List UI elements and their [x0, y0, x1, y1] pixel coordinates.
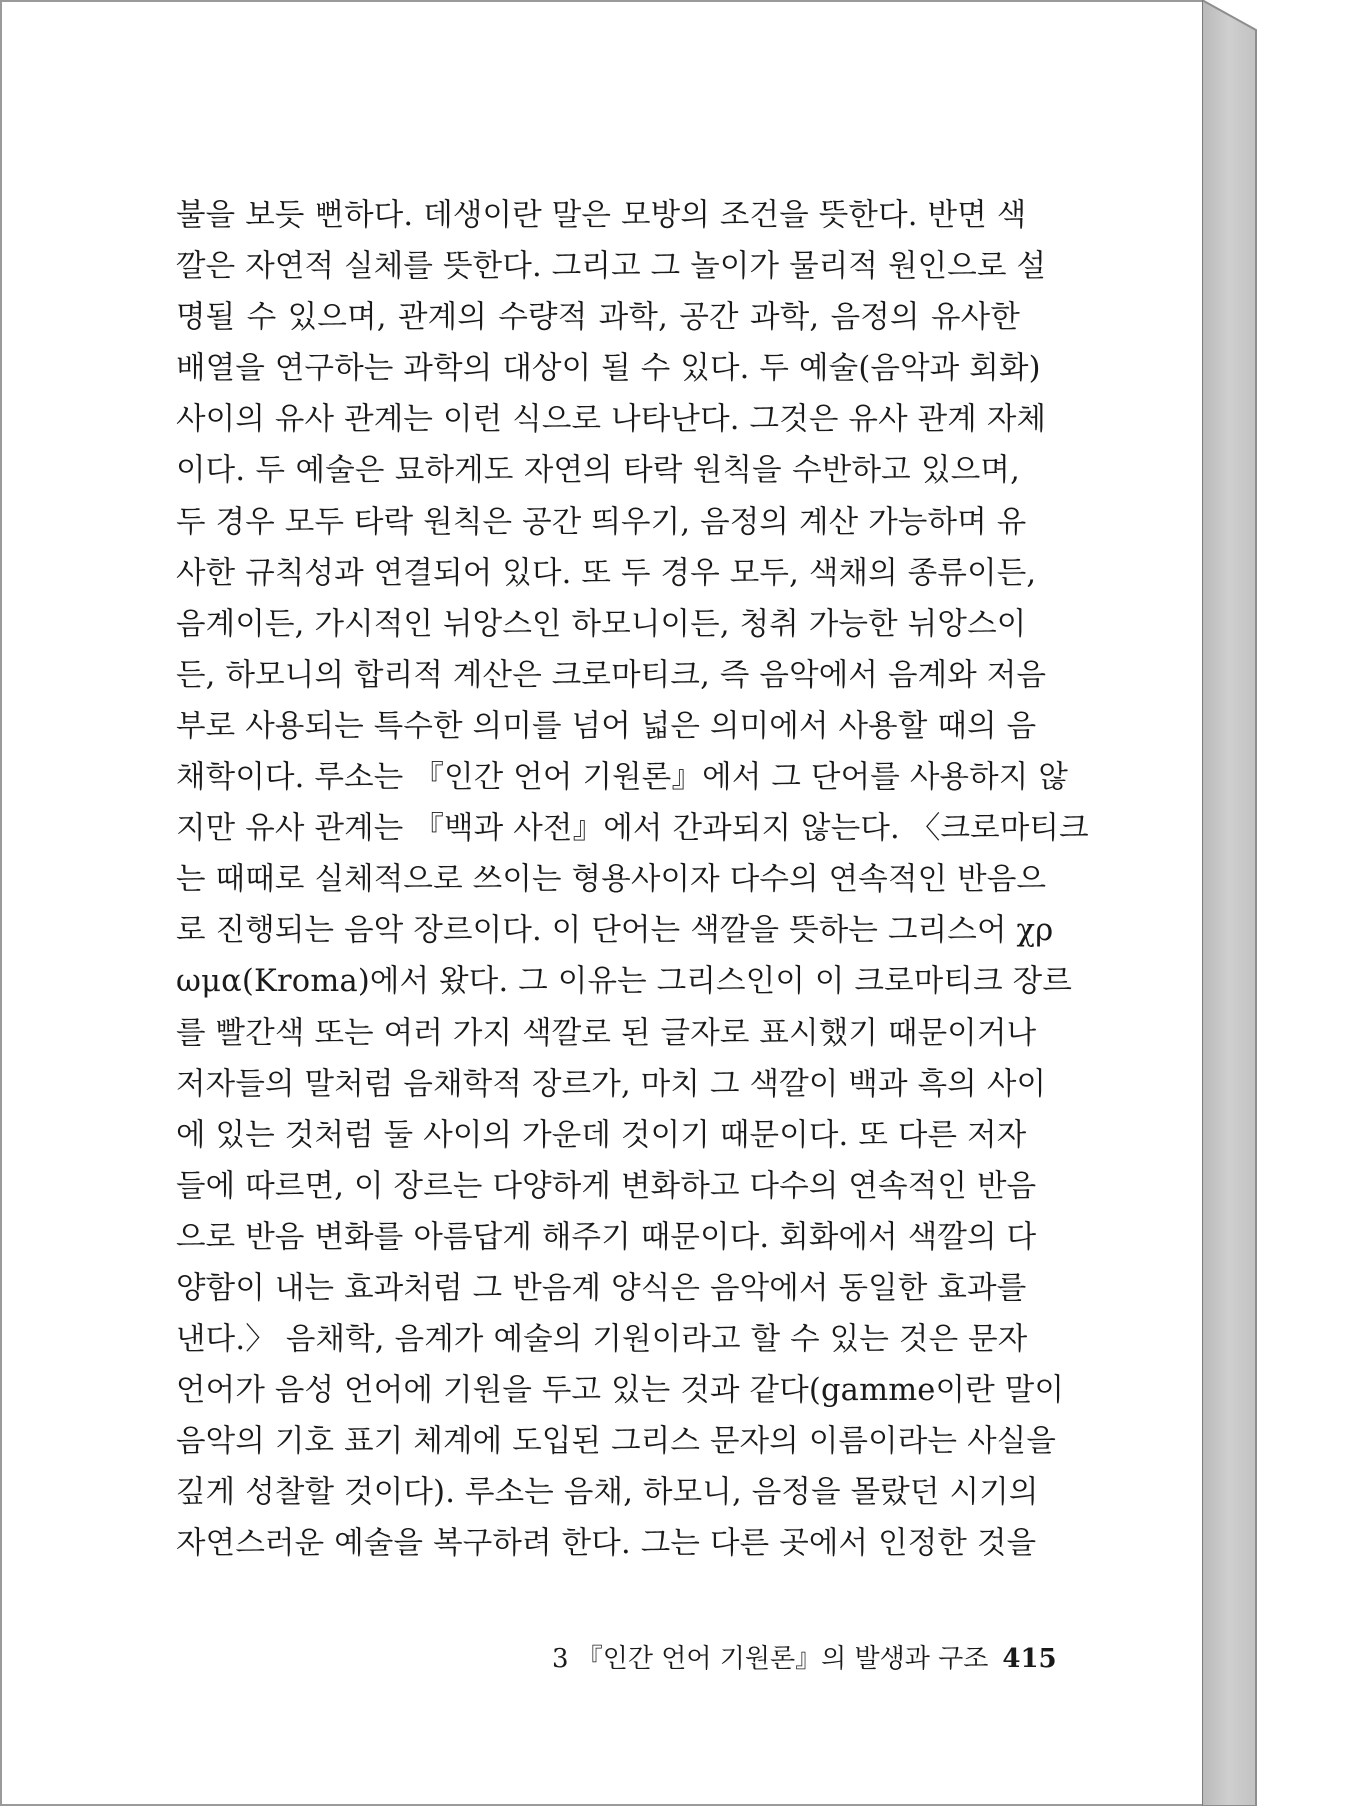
text-line: 으로 반음 변화를 아름답게 해주기 때문이다. 회화에서 색깔의 다	[176, 1219, 1037, 1255]
text-line: 음계이든, 가시적인 뉘앙스인 하모니이든, 청취 가능한 뉘앙스이	[176, 606, 1027, 642]
text-line: 이다. 두 예술은 묘하게도 자연의 타락 원칙을 수반하고 있으며,	[176, 453, 1020, 489]
text-line: 로 진행되는 음악 장르이다. 이 단어는 색깔을 뜻하는 그리스어 χρ	[176, 913, 1054, 949]
text-line: 든, 하모니의 합리적 계산은 크로마티크, 즉 음악에서 음계와 저음	[176, 657, 1047, 693]
text-line: 자연스러운 예술을 복구하려 한다. 그는 다른 곳에서 인정한 것을	[176, 1526, 1037, 1562]
text-line: 음악의 기호 표기 체계에 도입된 그리스 문자의 이름이라는 사실을	[176, 1424, 1057, 1460]
text-line: 배열을 연구하는 과학의 대상이 될 수 있다. 두 예술(음악과 회화)	[176, 351, 1041, 387]
text-line: 두 경우 모두 타락 원칙은 공간 띄우기, 음정의 계산 가능하며 유	[176, 504, 1027, 540]
text-line: 지만 유사 관계는 『백과 사전』에서 간과되지 않는다. 〈크로마티크	[176, 811, 1089, 847]
body-text	[176, 190, 1089, 1570]
page-number: 415	[1002, 1644, 1057, 1674]
text-line: 불을 보듯 뻔하다. 데생이란 말은 모방의 조건을 뜻한다. 반면 색	[176, 198, 1027, 233]
running-head: 3 『인간 언어 기원론』의 발생과 구조	[552, 1644, 989, 1674]
text-line: 를 빨간색 또는 여러 가지 색깔로 된 글자로 표시했기 때문이거나	[176, 1015, 1037, 1051]
text-line: 낸다.〉 음채학, 음계가 예술의 기원이라고 할 수 있는 것은 문자	[176, 1322, 1028, 1358]
text-line: 사한 규칙성과 연결되어 있다. 또 두 경우 모두, 색채의 종류이든,	[176, 555, 1037, 591]
text-line: 깊게 성찰할 것이다). 루소는 음채, 하모니, 음정을 몰랐던 시기의	[176, 1475, 1039, 1511]
text-line: 양함이 내는 효과처럼 그 반음계 양식은 음악에서 동일한 효과를	[176, 1270, 1027, 1306]
text-line: 명될 수 있으며, 관계의 수량적 과학, 공간 과학, 음정의 유사한	[176, 300, 1020, 336]
text-line: 언어가 음성 언어에 기원을 두고 있는 것과 같다(gamme이란 말이	[176, 1373, 1065, 1409]
text-line: 사이의 유사 관계는 이런 식으로 나타난다. 그것은 유사 관계 자체	[176, 402, 1047, 438]
page-footer	[552, 1638, 1057, 1675]
text-line: 부로 사용되는 특수한 의미를 넘어 넓은 의미에서 사용할 때의 음	[176, 708, 1037, 744]
text-line: 들에 따르면, 이 장르는 다양하게 변화하고 다수의 연속적인 반음	[176, 1168, 1037, 1204]
text-line: 는 때때로 실체적으로 쓰이는 형용사이자 다수의 연속적인 반음으	[176, 862, 1047, 898]
text-line: 저자들의 말처럼 음채학적 장르가, 마치 그 색깔이 백과 흑의 사이	[176, 1066, 1047, 1102]
text-line: 에 있는 것처럼 둘 사이의 가운데 것이기 때문이다. 또 다른 저자	[176, 1117, 1027, 1153]
text-line: 깔은 자연적 실체를 뜻한다. 그리고 그 놀이가 물리적 원인으로 설	[176, 249, 1047, 285]
text-line: 채학이다. 루소는 『인간 언어 기원론』에서 그 단어를 사용하지 않	[176, 760, 1069, 796]
text-line: ωμα(Kroma)에서 왔다. 그 이유는 그리스인이 이 크로마티크 장르	[176, 964, 1073, 1000]
